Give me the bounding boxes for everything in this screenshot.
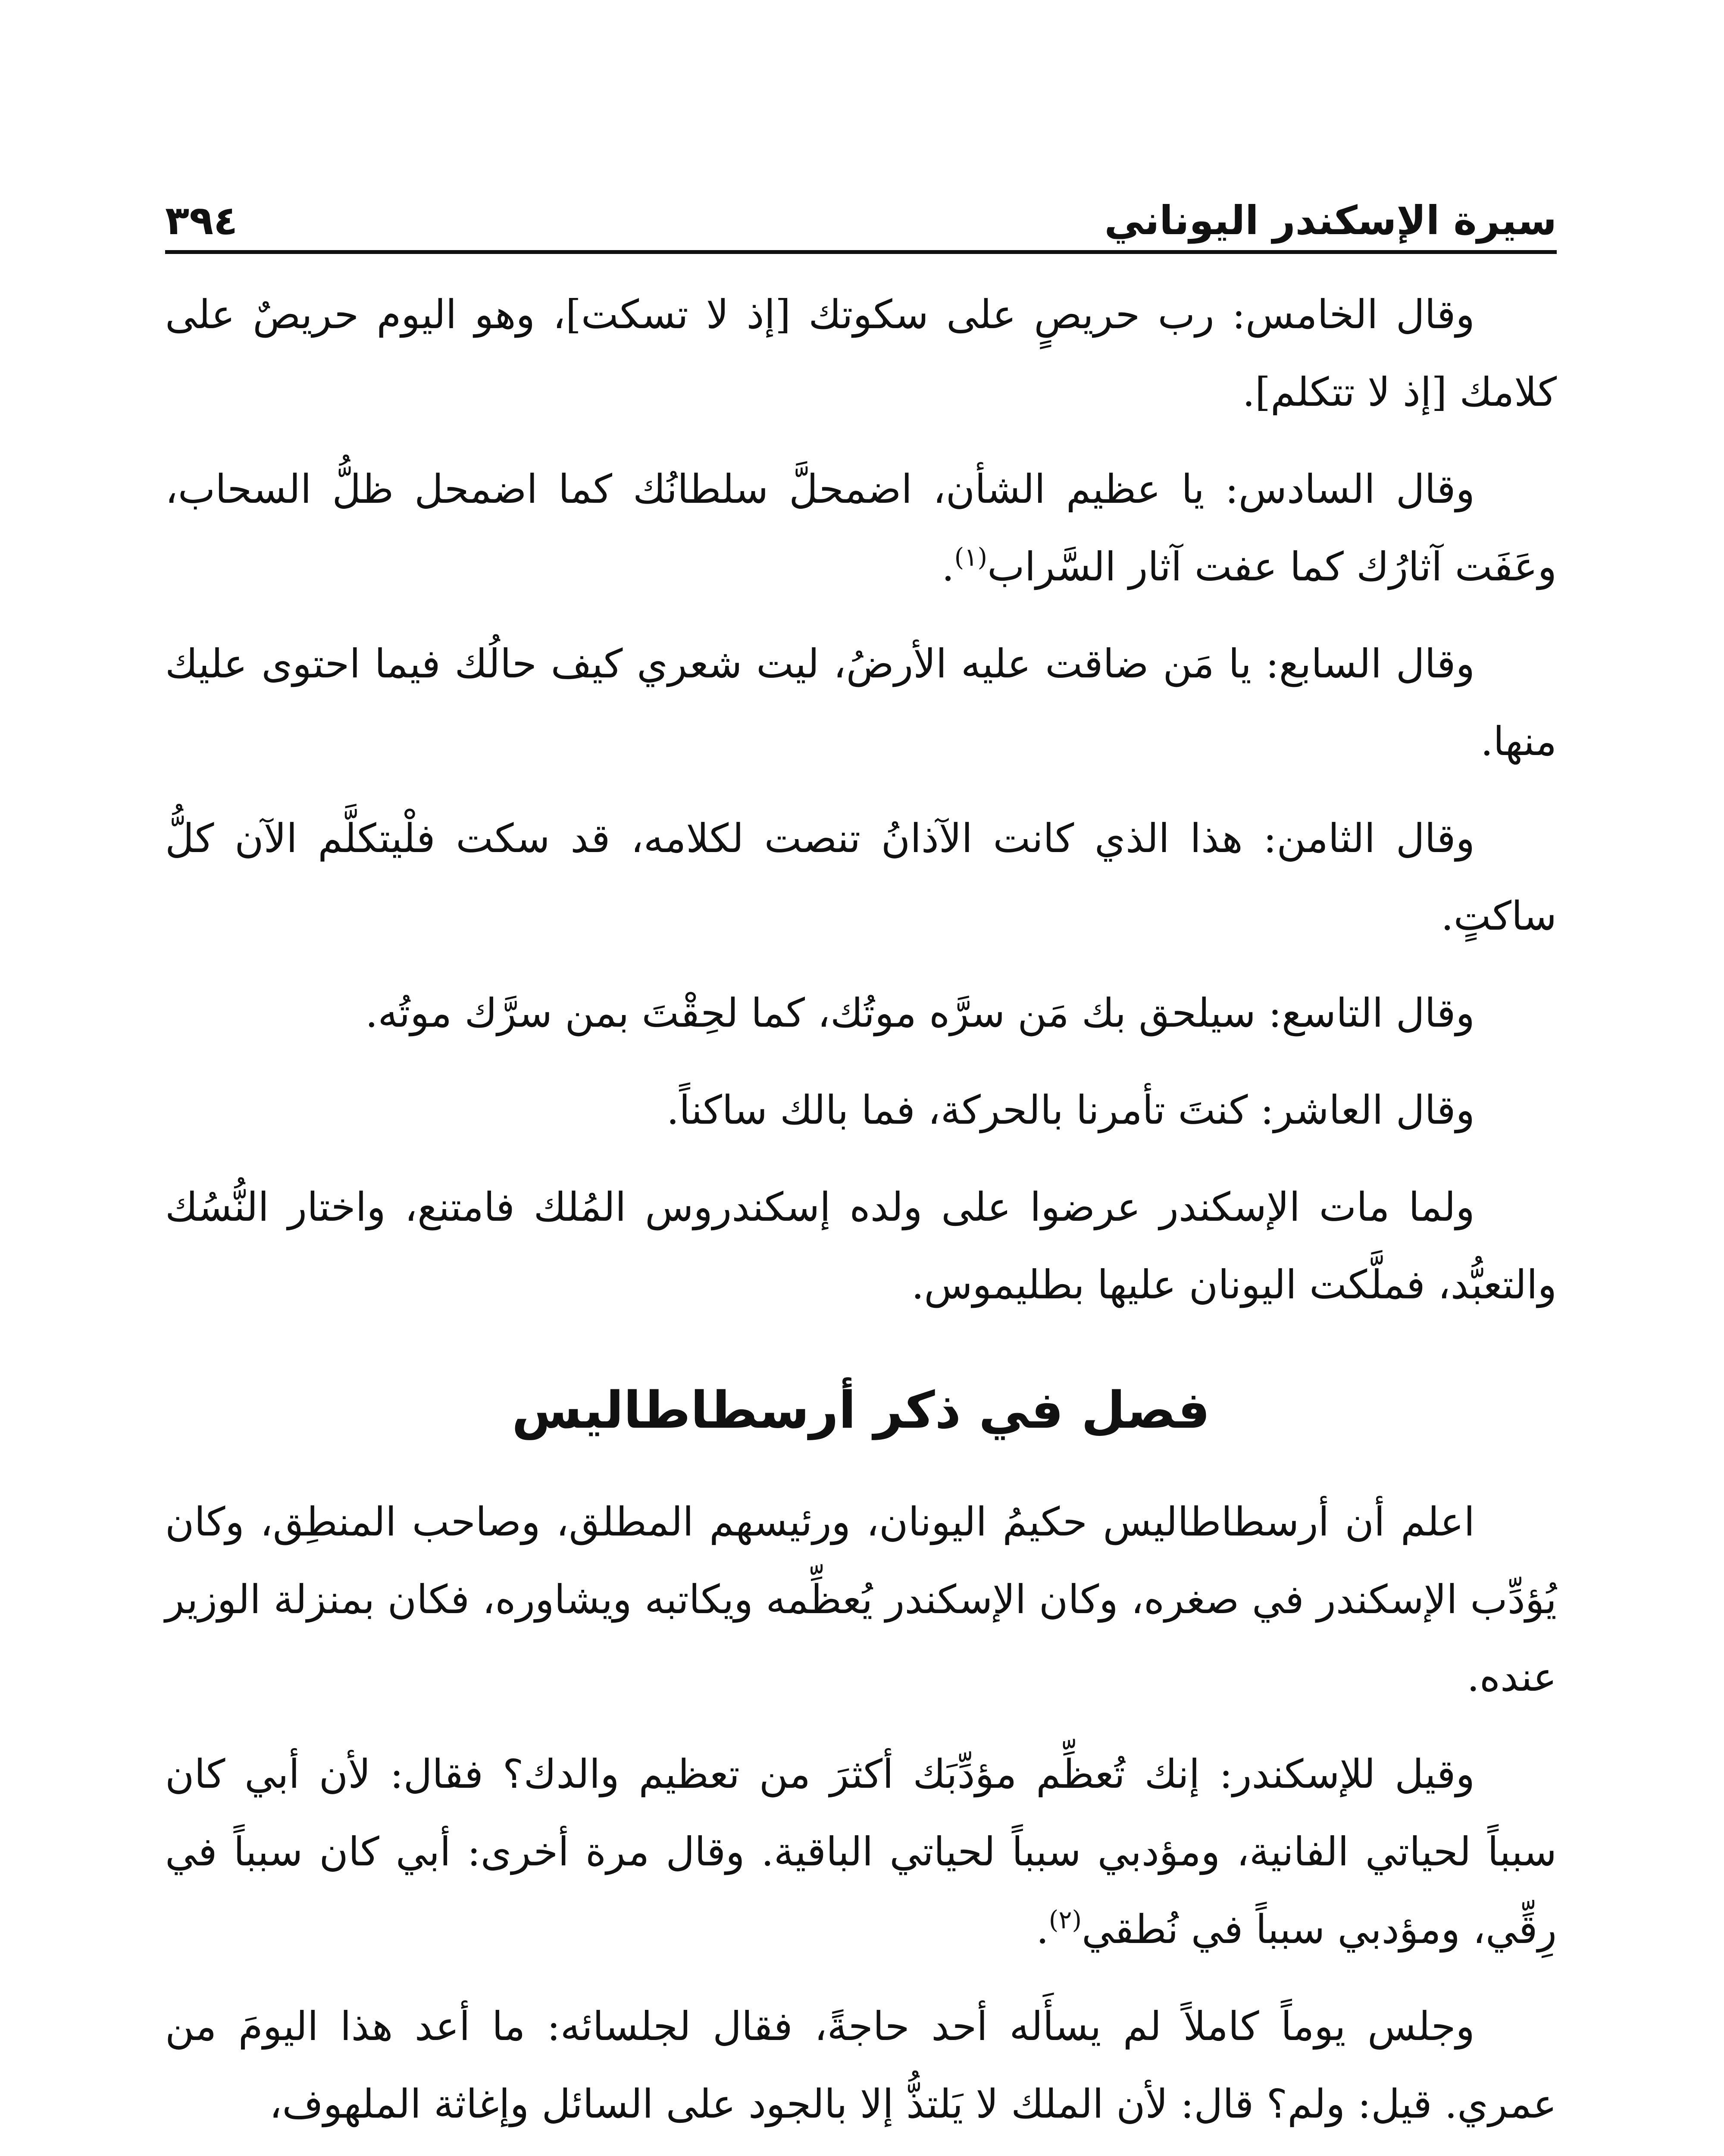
header-rule xyxy=(165,250,1557,254)
sentence-end: . xyxy=(942,544,954,590)
paragraph-aristotle-tutor xyxy=(165,1736,1557,1968)
sentence-end: . xyxy=(1036,1906,1049,1952)
main-text xyxy=(165,276,1557,2156)
paragraph-fifth-speaker: وقال الخامس: رب حريصٍ على سكوتك [إذ لا تسكت]، وهو اليوم حريصٌ على كلامك [إذ لا تتكلم]. xyxy=(165,291,1557,415)
paragraph-aristotle-intro: اعلم أن أرسطاطاليس حكيمُ اليونان، ورئيسهم المطلق، وصاحب المنطِق، وكان يُؤدِّب الإسكندر في صغره، وكان الإسكندر يُعظِّمه ويكاتبه ويشاوره، فكان بمنزلة الوزير عنده. xyxy=(165,1499,1557,1700)
paragraph-text: وقيل للإسكندر: إنك تُعظِّم مؤدِّبَك أكثرَ من تعظيم والدك؟ فقال: لأن أبي كان سبباً لحياتي الفانية، ومؤدبي سبباً لحياتي الباقية. وقال مرة أخرى: أبي كان سبباً في رِقِّي، ومؤدبي سبباً في نُطقي xyxy=(165,1751,1557,1952)
paragraph-tenth-speaker: وقال العاشر: كنتَ تأمرنا بالحركة، فما بالك ساكناً. xyxy=(666,1087,1475,1133)
page-number: ٣٩٤ xyxy=(165,197,238,244)
running-title: سيرة الإسكندر اليوناني xyxy=(1104,197,1557,244)
section-title: فصل في ذكر أرسطاطاليس xyxy=(512,1380,1210,1440)
page-header xyxy=(165,170,1557,244)
paragraph-ninth-speaker: وقال التاسع: سيلحق بك مَن سرَّه موتُك، كما لحِقْتَ بمن سرَّك موتُه. xyxy=(365,990,1475,1036)
paragraph-seventh-speaker: وقال السابع: يا مَن ضاقت عليه الأرضُ، ليت شعري كيف حالُك فيما احتوى عليك منها. xyxy=(165,641,1557,765)
paragraph-alexander-death: ولما مات الإسكندر عرضوا على ولده إسكندروس المُلك فامتنع، واختار النُّسُك والتعبُّد، فملَّكت اليونان عليها بطليموس. xyxy=(165,1184,1557,1308)
footnote-ref-2[interactable]: (٢) xyxy=(1048,1905,1082,1934)
paragraph-aristotle-day: وجلس يوماً كاملاً لم يسأَله أحد حاجةً، فقال لجلسائه: ما أعد هذا اليومَ من عمري. قيل: ولم؟ قال: لأن الملك لا يَلتذُّ إلا بالجود على السائل وإغاثة الملهوف، xyxy=(165,2003,1557,2127)
footnote-ref-1[interactable]: (١) xyxy=(954,542,988,572)
paragraph-sixth-speaker xyxy=(165,451,1557,606)
paragraph-text: وقال السادس: يا عظيم الشأن، اضمحلَّ سلطانُك كما اضمحل ظلُّ السحاب، وعَفَت آثارُك كما عفت آثار السَّراب xyxy=(165,466,1557,590)
paragraph-eighth-speaker: وقال الثامن: هذا الذي كانت الآذانُ تنصت لكلامه، قد سكت فلْيتكلَّم الآن كلُّ ساكتٍ. xyxy=(165,815,1557,939)
